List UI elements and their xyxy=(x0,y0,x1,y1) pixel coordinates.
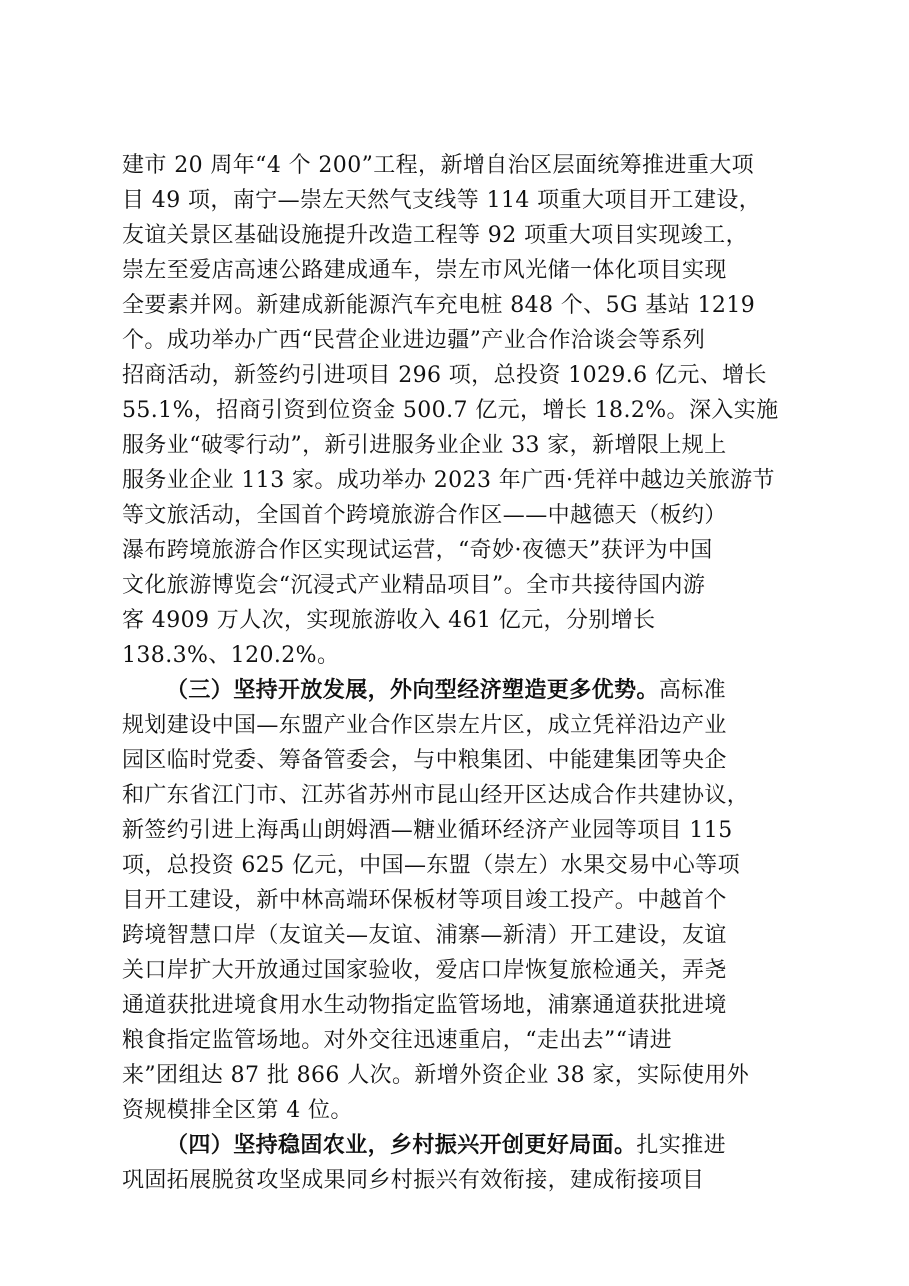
text-line: 跨境智慧口岸（友谊关—友谊、浦寨—新清）开工建设，友谊 xyxy=(122,923,727,948)
text-line: 项，总投资 625 亿元，中国—东盟（崇左）水果交易中心等项 xyxy=(122,853,740,878)
text-line: 个。成功举办广西“民营企业进边疆”产业合作洽谈会等系列 xyxy=(122,328,706,353)
text-line: 园区临时党委、筹备管委会，与中粮集团、中能建集团等央企 xyxy=(122,748,727,773)
text-line: 和广东省江门市、江苏省苏州市昆山经开区达成合作共建协议， xyxy=(122,783,750,808)
text-line: 来”团组达 87 批 866 人次。新增外资企业 38 家，实际使用外 xyxy=(122,1063,750,1088)
text-line: 资规模排全区第 4 位。 xyxy=(122,1098,353,1123)
text-line: 关口岸扩大开放通过国家验收，爱店口岸恢复旅检通关，弄尧 xyxy=(122,958,727,983)
text-line: 通道获批进境食用水生动物指定监管场地，浦寨通道获批进境 xyxy=(122,993,727,1018)
text-line: 招商活动，新签约引进项目 296 项，总投资 1029.6 亿元、增长 xyxy=(122,363,767,388)
text-line: 服务业企业 113 家。成功举办 2023 年广西·凭祥中越边关旅游节 xyxy=(122,468,775,493)
section-3-heading: （三）坚持开放发展，外向型经济塑造更多优势。 xyxy=(166,677,659,703)
text-line: 客 4909 万人次，实现旅游收入 461 亿元，分别增长 xyxy=(122,608,656,633)
text-line: 粮食指定监管场地。对外交往迅速重启，“走出去”“请进 xyxy=(122,1028,673,1053)
text-line: 规划建设中国—东盟产业合作区崇左片区，成立凭祥沿边产业 xyxy=(122,713,727,738)
text-line: 新签约引进上海禹山朗姆酒—糖业循环经济产业园等项目 115 xyxy=(122,818,733,843)
section-3-lead-text: 高标准 xyxy=(658,678,727,703)
text-line: 建市 20 周年“4 个 200”工程，新增自治区层面统筹推进重大项 xyxy=(122,153,755,178)
document-body xyxy=(122,148,798,1198)
section-3-first-line xyxy=(122,673,798,708)
text-line: 目 49 项，南宁—崇左天然气支线等 114 项重大项目开工建设， xyxy=(122,188,762,213)
text-line: 服务业“破零行动”，新引进服务业企业 33 家，新增限上规上 xyxy=(122,433,727,458)
text-line: 138.3%、120.2%。 xyxy=(122,643,340,668)
section-4-first-line xyxy=(122,1128,798,1163)
text-line: 目开工建设，新中林高端环保板材等项目竣工投产。中越首个 xyxy=(122,888,727,913)
text-line: 瀑布跨境旅游合作区实现试运营，“奇妙·夜德天”获评为中国 xyxy=(122,538,713,563)
text-line: 55.1%，招商引资到位资金 500.7 亿元，增长 18.2%。深入实施 xyxy=(122,398,779,423)
text-line: 巩固拓展脱贫攻坚成果同乡村振兴有效衔接，建成衔接项目 xyxy=(122,1168,705,1193)
text-line: 等文旅活动，全国首个跨境旅游合作区——中越德天（板约） xyxy=(122,503,727,528)
section-4-lead-text: 扎实推进 xyxy=(636,1133,727,1158)
text-line: 友谊关景区基础设施提升改造工程等 92 项重大项目实现竣工， xyxy=(122,223,748,248)
text-line: 崇左至爱店高速公路建成通车，崇左市风光储一体化项目实现 xyxy=(122,258,727,283)
section-4-heading: （四）坚持稳固农业，乡村振兴开创更好局面。 xyxy=(166,1132,637,1158)
text-line: 文化旅游博览会“沉浸式产业精品项目”。全市共接待国内游 xyxy=(122,573,706,598)
text-line: 全要素并网。新建成新能源汽车充电桩 848 个、5G 基站 1219 xyxy=(122,293,756,318)
